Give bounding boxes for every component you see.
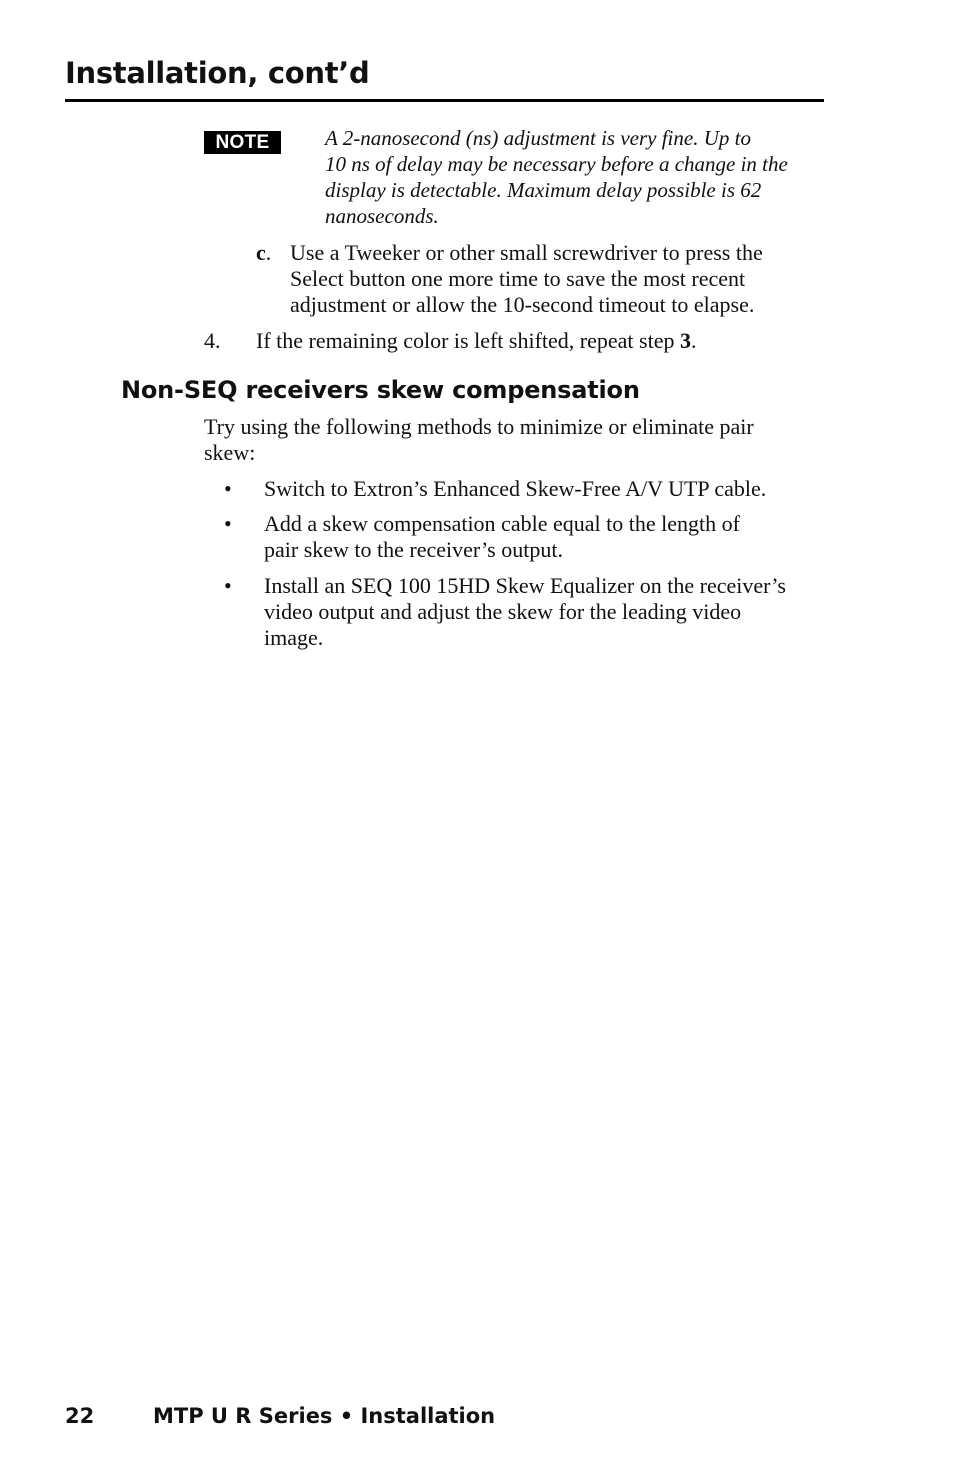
intro-line: skew: bbox=[204, 440, 256, 465]
step-c-marker: c. bbox=[256, 240, 272, 265]
note-line: 10 ns of delay may be necessary before a change in the bbox=[325, 152, 788, 176]
page-title: Installation, cont’d bbox=[65, 56, 370, 90]
note-line: A 2-nanosecond (ns) adjustment is very fine. Up to bbox=[325, 126, 751, 150]
bullet-line: Switch to Extron’s Enhanced Skew-Free A/V UTP cable. bbox=[264, 476, 767, 501]
bullet-icon: • bbox=[224, 511, 232, 536]
step-c-line: adjustment or allow the 10-second timeout to elapse. bbox=[290, 292, 755, 317]
step-c-line: Select button one more time to save the most recent bbox=[290, 266, 746, 291]
note-line: nanoseconds. bbox=[325, 204, 439, 228]
bullet-icon: • bbox=[224, 573, 232, 598]
note-line: display is detectable. Maximum delay possible is 62 bbox=[325, 178, 762, 202]
bullet-icon: • bbox=[224, 476, 232, 501]
note-text bbox=[325, 125, 805, 229]
bullet-line: pair skew to the receiver’s output. bbox=[264, 537, 563, 562]
header-rule bbox=[65, 99, 824, 102]
intro-line: Try using the following methods to minimize or eliminate pair bbox=[204, 414, 754, 439]
step-c-line: Use a Tweeker or other small screwdriver to press the bbox=[290, 240, 763, 265]
note-badge: NOTE bbox=[204, 131, 281, 154]
step-4-text: If the remaining color is left shifted, repeat step 3. bbox=[256, 328, 697, 353]
step-4-marker: 4. bbox=[204, 328, 221, 353]
footer-text: MTP U R Series • Installation bbox=[153, 1404, 496, 1428]
bullet-line: Add a skew compensation cable equal to the length of bbox=[264, 511, 740, 536]
page-number: 22 bbox=[65, 1404, 95, 1428]
step-ref: 3 bbox=[679, 328, 691, 353]
section-heading: Non-SEQ receivers skew compensation bbox=[121, 376, 640, 404]
step-c-text bbox=[290, 240, 763, 318]
bullet-line: video output and adjust the skew for the leading video bbox=[264, 599, 742, 624]
bullet-line: image. bbox=[264, 625, 324, 650]
bullet-line: Install an SEQ 100 15HD Skew Equalizer on the receiver’s bbox=[264, 573, 786, 598]
section-intro bbox=[204, 414, 754, 466]
